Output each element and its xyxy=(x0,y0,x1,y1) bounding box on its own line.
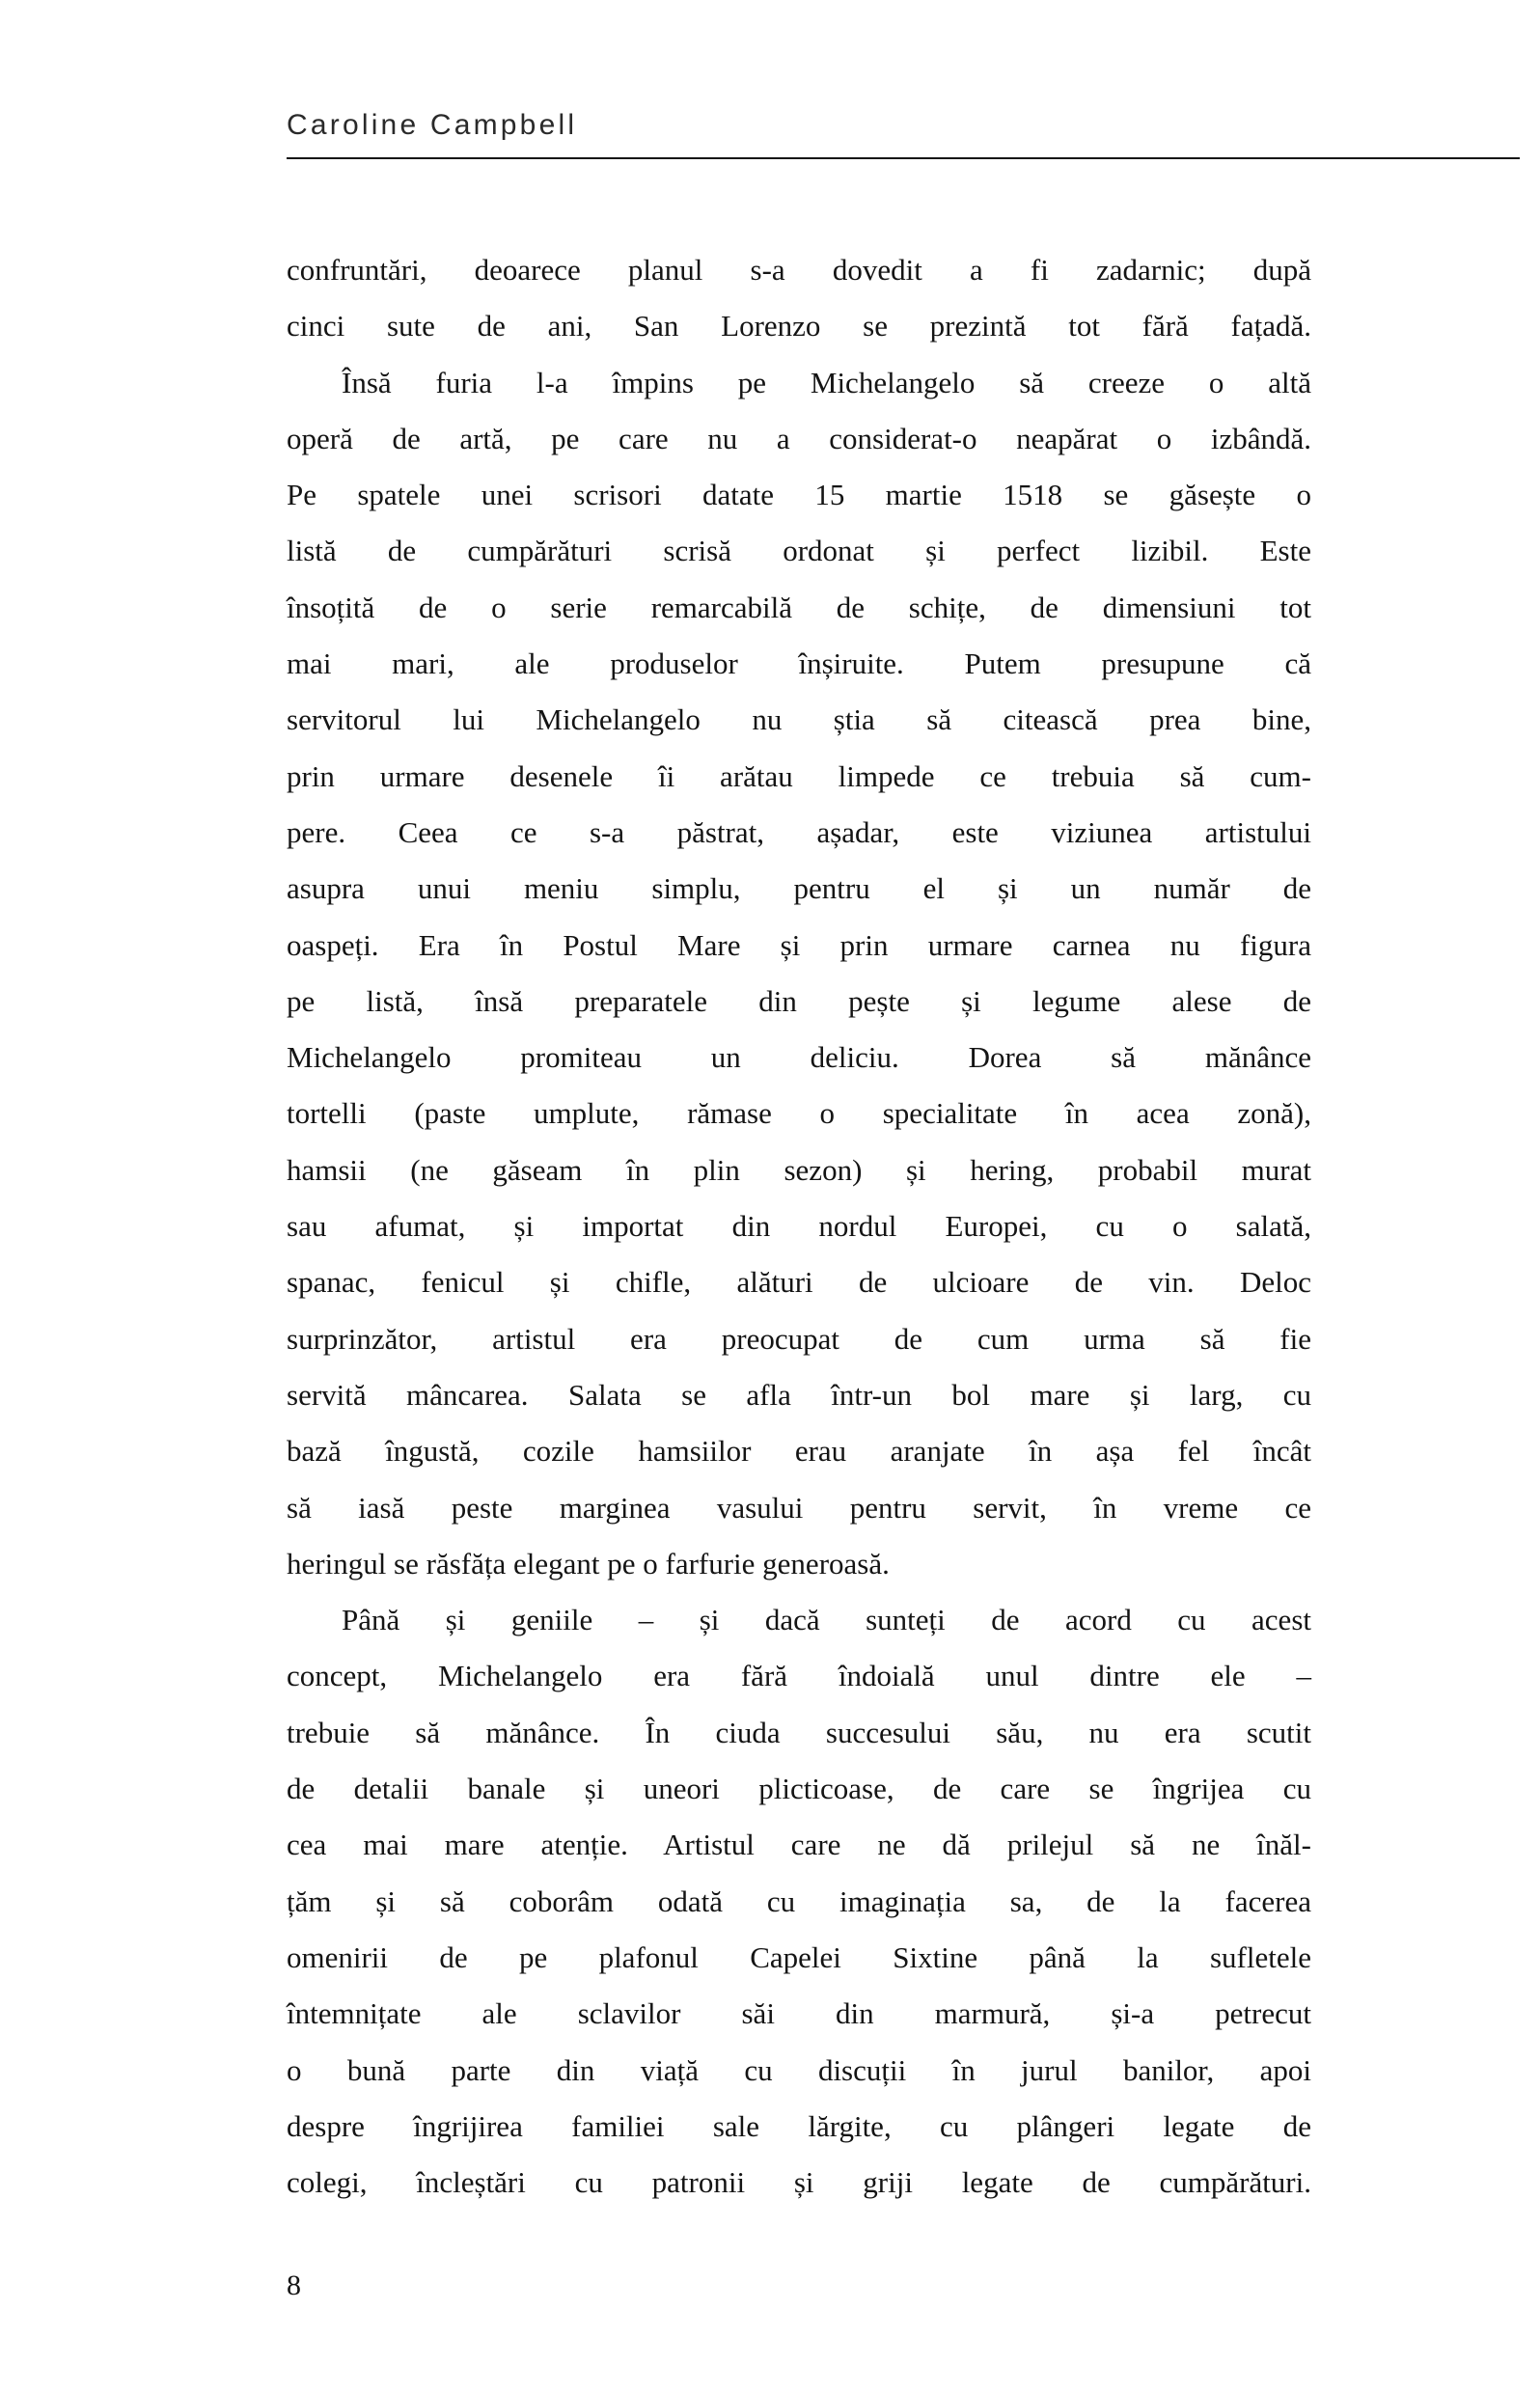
header-rule xyxy=(287,157,1520,159)
text-line: prin urmare desenele îi arătau limpede ce trebuia să cum- xyxy=(287,758,1311,793)
text-line: mai mari, ale produselor înșiruite. Putem presupune că xyxy=(287,646,1311,681)
text-line: Pe spatele unei scrisori datate 15 martie 1518 se găsește o xyxy=(287,478,1311,512)
text-line: țăm și să coborâm odată cu imaginația sa, de la facerea xyxy=(287,1883,1311,1918)
text-line: oaspeți. Era în Postul Mare și prin urmare carnea nu figura xyxy=(287,927,1311,962)
text-line: bază îngustă, cozile hamsiilor erau aranjate în așa fel încât xyxy=(287,1434,1311,1469)
text-line: hamsii (ne găseam în plin sezon) și hering, probabil murat xyxy=(287,1152,1311,1187)
text-line: despre îngrijirea familiei sale lărgite, cu plângeri legate de xyxy=(287,2108,1311,2143)
paragraph xyxy=(287,355,1311,1593)
text-line: omenirii de pe plafonul Capelei Sixtine până la sufletele xyxy=(287,1939,1311,1974)
text-line: servită mâncarea. Salata se afla într-un bol mare și larg, cu xyxy=(287,1377,1311,1412)
text-line: asupra unui meniu simplu, pentru el și un număr de xyxy=(287,871,1311,906)
text-line: spanac, fenicul și chifle, alături de ulcioare de vin. Deloc xyxy=(287,1265,1311,1300)
text-line: însoțită de o serie remarcabilă de schițe, de dimensiuni tot xyxy=(287,590,1311,624)
text-line: de detalii banale și uneori plicticoase, de care se îngrijea cu xyxy=(287,1772,1311,1806)
paragraph xyxy=(287,1592,1311,2211)
page-number: 8 xyxy=(287,2269,301,2301)
text-line: servitorul lui Michelangelo nu știa să citească prea bine, xyxy=(287,702,1311,737)
text-line: Însă furia l-a împins pe Michelangelo să creeze o altă xyxy=(342,365,1311,399)
running-header-author: Caroline Campbell xyxy=(287,109,578,141)
text-line: colegi, încleștări cu patronii și griji legate de cumpărături. xyxy=(287,2165,1311,2200)
text-line: o bună parte din viață cu discuții în jurul banilor, apoi xyxy=(287,2052,1311,2087)
text-line: să iasă peste marginea vasului pentru servit, în vreme ce xyxy=(287,1490,1311,1525)
text-line: trebuie să mănânce. În ciuda succesului său, nu era scutit xyxy=(287,1715,1311,1749)
text-line: cea mai mare atenție. Artistul care ne dă prilejul să ne înăl- xyxy=(287,1828,1311,1862)
paragraph xyxy=(287,242,1311,355)
text-line: sau afumat, și importat din nordul Europei, cu o salată, xyxy=(287,1209,1311,1244)
text-line: concept, Michelangelo era fără îndoială unul dintre ele – xyxy=(287,1659,1311,1693)
text-line: pe listă, însă preparatele din pește și legume alese de xyxy=(287,983,1311,1018)
text-line: listă de cumpărături scrisă ordonat și perfect lizibil. Este xyxy=(287,534,1311,568)
text-line: operă de artă, pe care nu a considerat-o neapărat o izbândă. xyxy=(287,421,1311,455)
text-line: întemnițate ale sclavilor săi din marmură, și-a petrecut xyxy=(287,1996,1311,2031)
text-line: pere. Ceea ce s-a păstrat, așadar, este viziunea artistului xyxy=(287,814,1311,849)
text-line: surprinzător, artistul era preocupat de cum urma să fie xyxy=(287,1321,1311,1356)
text-line: Michelangelo promiteau un deliciu. Dorea să mănânce xyxy=(287,1040,1311,1075)
text-line: cinci sute de ani, San Lorenzo se prezintă tot fără fațadă. xyxy=(287,309,1311,344)
body-text xyxy=(287,242,1311,2211)
text-line: confruntări, deoarece planul s-a dovedit a fi zadarnic; după xyxy=(287,253,1311,287)
text-line: heringul se răsfăța elegant pe o farfurie generoasă. xyxy=(287,1546,890,1581)
text-line: tortelli (paste umplute, rămase o specialitate în acea zonă), xyxy=(287,1096,1311,1131)
text-line: Până și geniile – și dacă sunteți de acord cu acest xyxy=(342,1603,1311,1637)
